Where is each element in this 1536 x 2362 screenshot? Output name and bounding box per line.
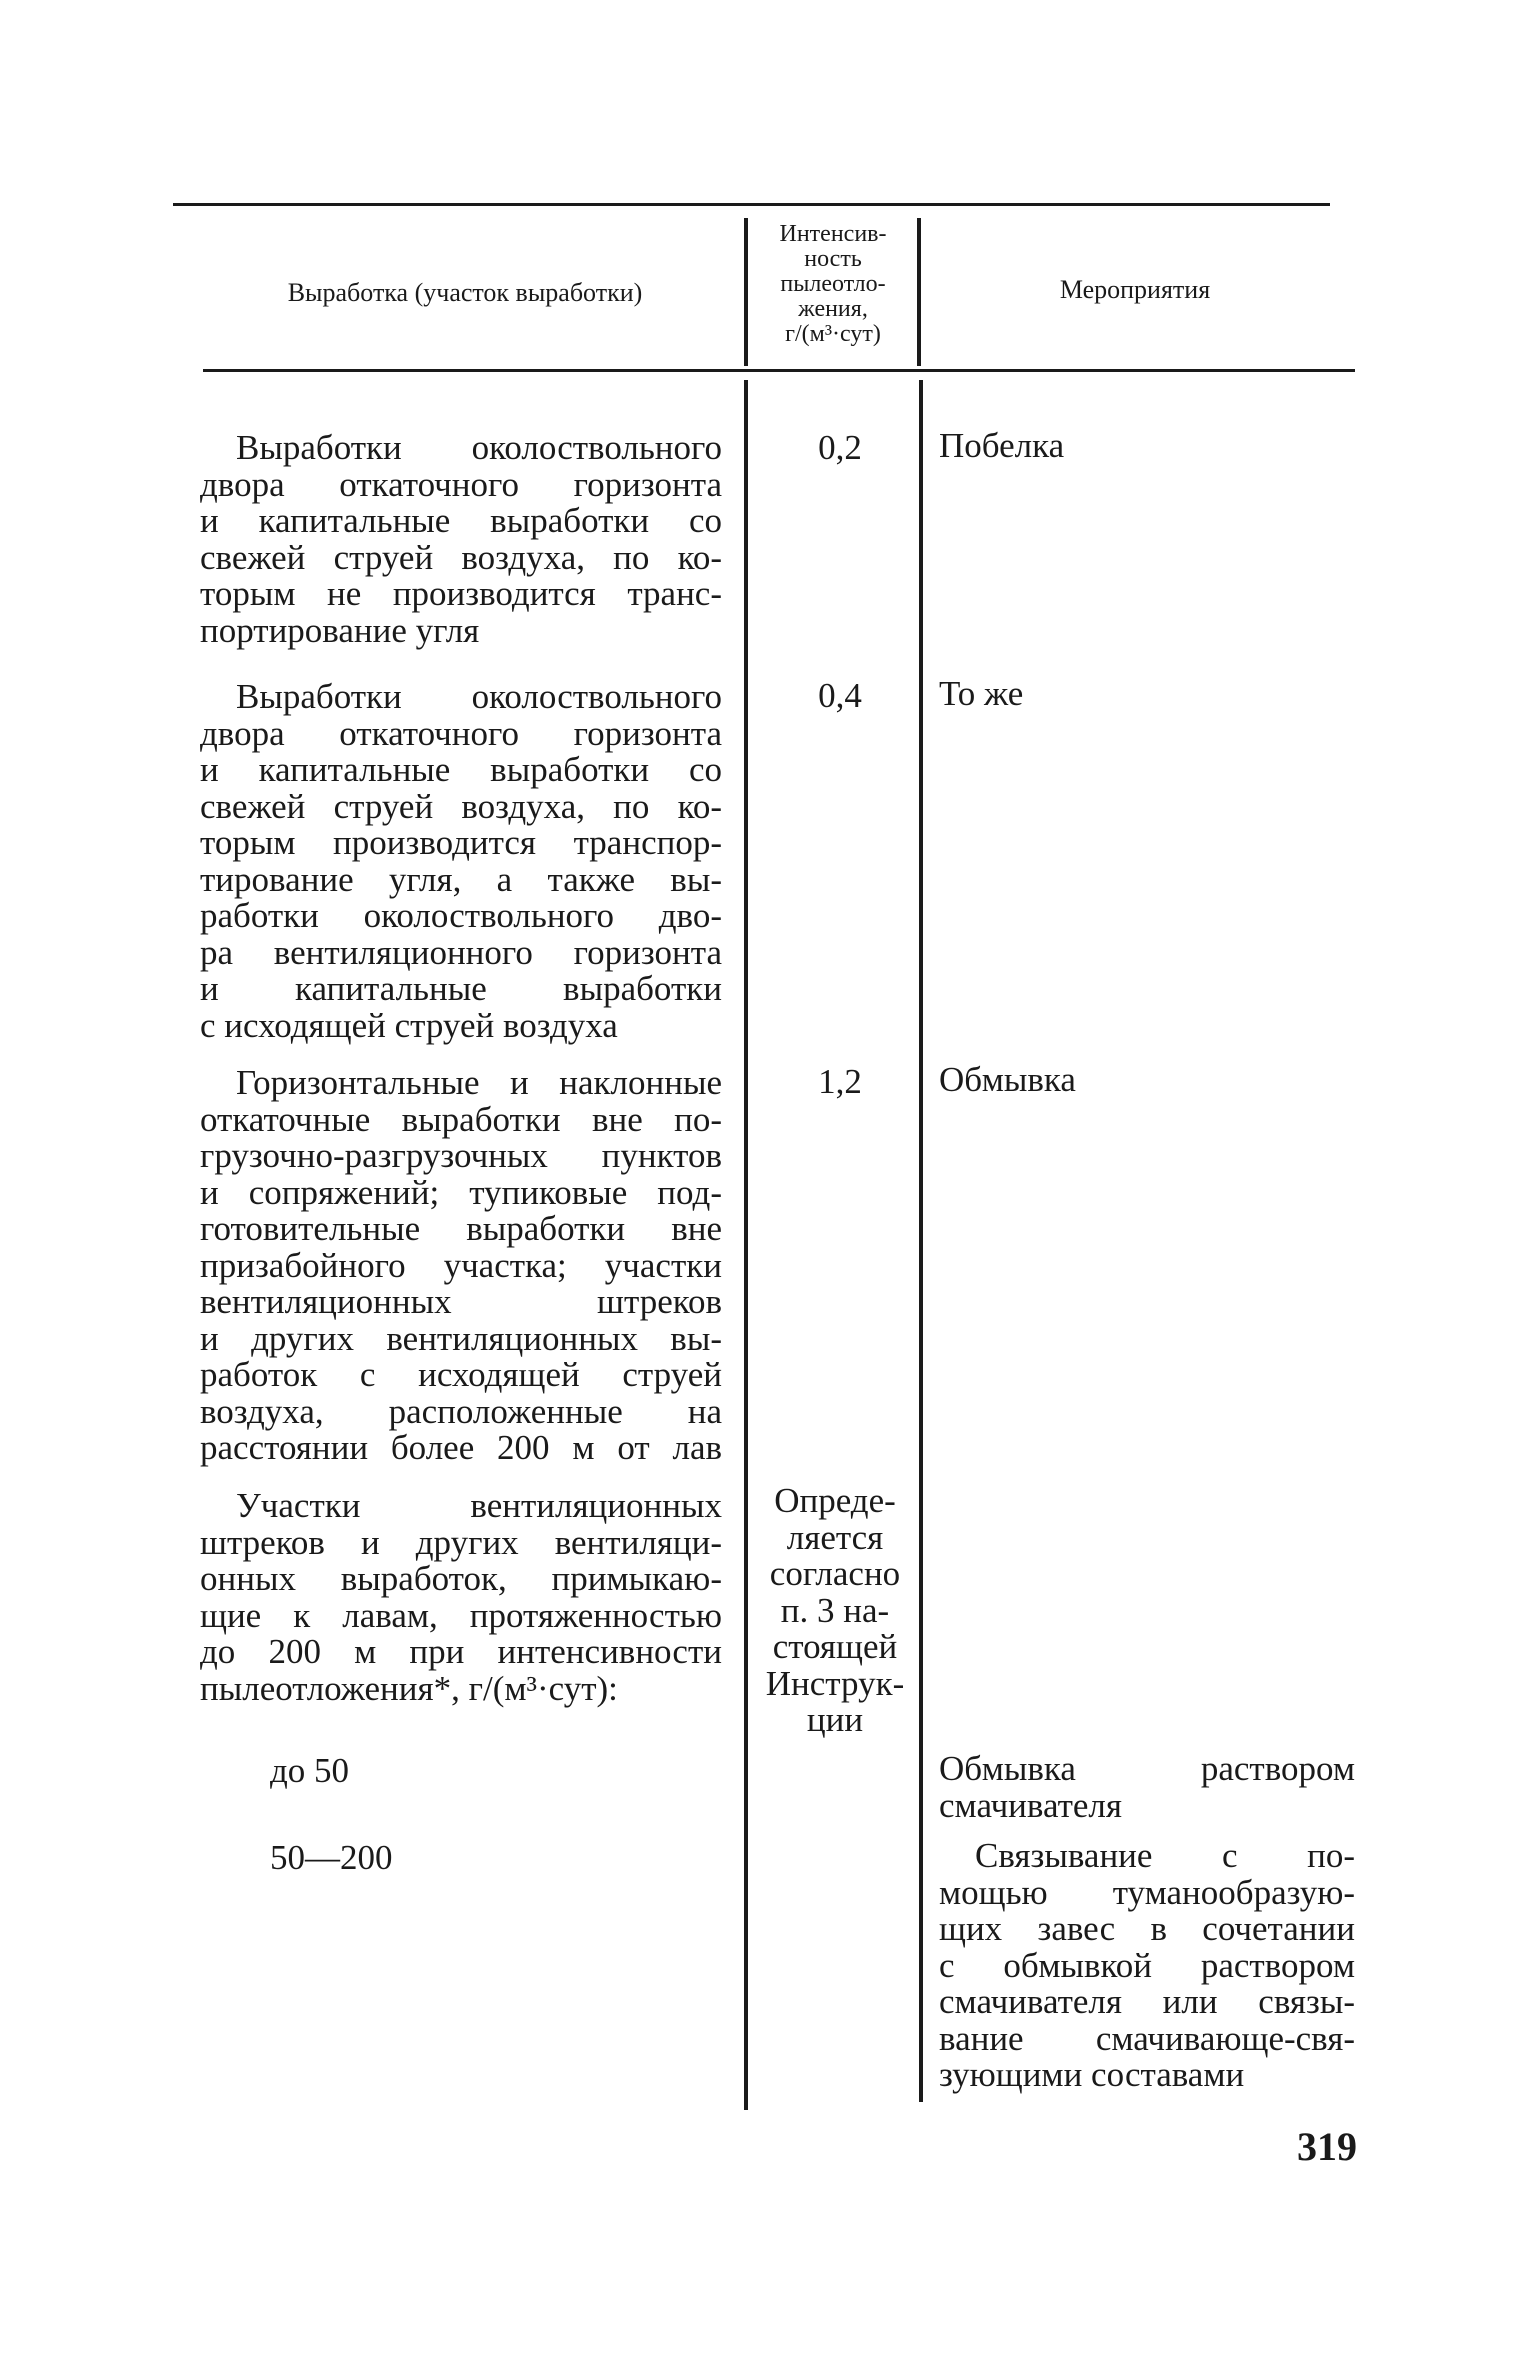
area-line: щие к лавам, протяженностью [200, 1595, 722, 1635]
intensity-line: ции [806, 1700, 864, 1739]
row-1-area [200, 430, 722, 649]
row-2-intensity: 0,4 [818, 676, 862, 715]
area-line: вентиляционных штреков [200, 1282, 722, 1321]
measure-line: Связывание с по- [975, 1836, 1355, 1875]
area-line: тирование угля, а также вы- [200, 859, 722, 899]
area-line: торым производится транспор- [200, 823, 722, 862]
area-line: онных выработок, примыкаю- [200, 1559, 722, 1598]
measure-line: смачивателя или связы- [939, 1982, 1355, 2021]
area-line: свежей струей воздуха, по ко- [200, 537, 722, 577]
intensity-line: Инструк- [765, 1663, 905, 1703]
area-line: и сопряжений; тупиковые под- [200, 1172, 722, 1212]
table-top-rule [173, 203, 1330, 206]
row-3-measure: Обмывка [939, 1060, 1076, 1099]
subrow-1-range: до 50 [270, 1751, 350, 1790]
area-line: портирование угля [200, 610, 480, 650]
header-measures: Мероприятия [1059, 275, 1211, 304]
measure-line: с обмывкой раствором [939, 1945, 1355, 1985]
area-line: расстоянии более 200 м от лав [200, 1428, 722, 1467]
header-intensity-line: г/(м³·сут) [785, 321, 881, 347]
header-intensity-line: жения, [798, 296, 868, 322]
area-line: Горизонтальные и наклонные [236, 1063, 722, 1102]
row-3-intensity: 1,2 [818, 1062, 862, 1101]
measure-line: мощью туманообразую- [939, 1872, 1355, 1912]
intensity-line: стоящей [772, 1627, 898, 1666]
row-1-intensity: 0,2 [818, 428, 862, 467]
column-divider-2 [917, 218, 921, 366]
area-line: двора откаточного горизонта [200, 713, 722, 753]
column-divider-1-body [744, 380, 748, 2110]
page-number: 319 [1297, 2124, 1357, 2169]
area-line: штреков и других вентиляци- [200, 1522, 722, 1562]
area-line: Выработки околоствольного [236, 428, 722, 467]
area-line: двора откаточного горизонта [200, 464, 722, 504]
area-line: откаточные выработки вне по- [200, 1099, 722, 1139]
area-line: призабойного участка; участки [200, 1245, 722, 1285]
area-line: готовительные выработки вне [200, 1209, 722, 1248]
header-bottom-rule [203, 369, 1355, 372]
area-line: до 200 м при интенсивности [200, 1632, 722, 1671]
row-4-intensity [752, 1483, 918, 1739]
area-line: работки околоствольного дво- [200, 896, 722, 935]
row-1-measure: Побелка [939, 426, 1065, 465]
measure-line: щих завес в сочетании [939, 1909, 1355, 1948]
area-line: ра вентиляционного горизонта [200, 932, 722, 972]
measure-line: смачивателя [939, 1785, 1122, 1825]
header-intensity-line: Интенсив- [779, 221, 887, 247]
area-line: и других вентиляционных вы- [200, 1318, 722, 1358]
area-line: Участки вентиляционных [236, 1486, 722, 1525]
area-line: пылеотложения*, г/(м³·сут): [200, 1668, 618, 1708]
header-intensity [752, 222, 914, 347]
header-intensity-line: ность [804, 246, 862, 272]
column-divider-1 [744, 218, 748, 366]
intensity-line: согласно [769, 1554, 901, 1593]
intensity-line: п. 3 на- [780, 1590, 890, 1630]
area-line: свежей струей воздуха, по ко- [200, 786, 722, 826]
area-line: торым не производится транс- [200, 574, 722, 613]
header-area: Выработка (участок выработки) [287, 278, 643, 307]
measure-line: зующими составами [939, 2055, 1245, 2094]
area-line: с исходящей струей воздуха [200, 1005, 618, 1045]
column-divider-2-body [919, 380, 923, 2102]
subrow-2-measure [939, 1838, 1355, 2094]
subrow-1-measure [939, 1751, 1355, 1824]
measure-line: вание смачивающе-свя- [939, 2018, 1355, 2058]
area-line: и капитальные выработки со [200, 501, 722, 540]
row-3-area [200, 1065, 722, 1467]
row-2-measure: То же [939, 674, 1024, 713]
subrow-2-range: 50—200 [270, 1838, 393, 1877]
row-4-area [200, 1488, 722, 1707]
area-line: грузочно-разгрузочных пунктов [200, 1136, 722, 1175]
intensity-line: Опреде- [774, 1481, 896, 1520]
area-line: и капитальные выработки [200, 969, 722, 1008]
area-line: воздуха, расположенные на [200, 1391, 722, 1431]
intensity-line: ляется [786, 1517, 884, 1557]
row-2-area [200, 679, 722, 1044]
area-line: и капитальные выработки со [200, 750, 722, 789]
area-line: Выработки околоствольного [236, 677, 722, 716]
measure-line: Обмывка раствором [939, 1749, 1355, 1788]
header-intensity-line: пылеотло- [780, 271, 886, 297]
area-line: работок с исходящей струей [200, 1355, 722, 1394]
